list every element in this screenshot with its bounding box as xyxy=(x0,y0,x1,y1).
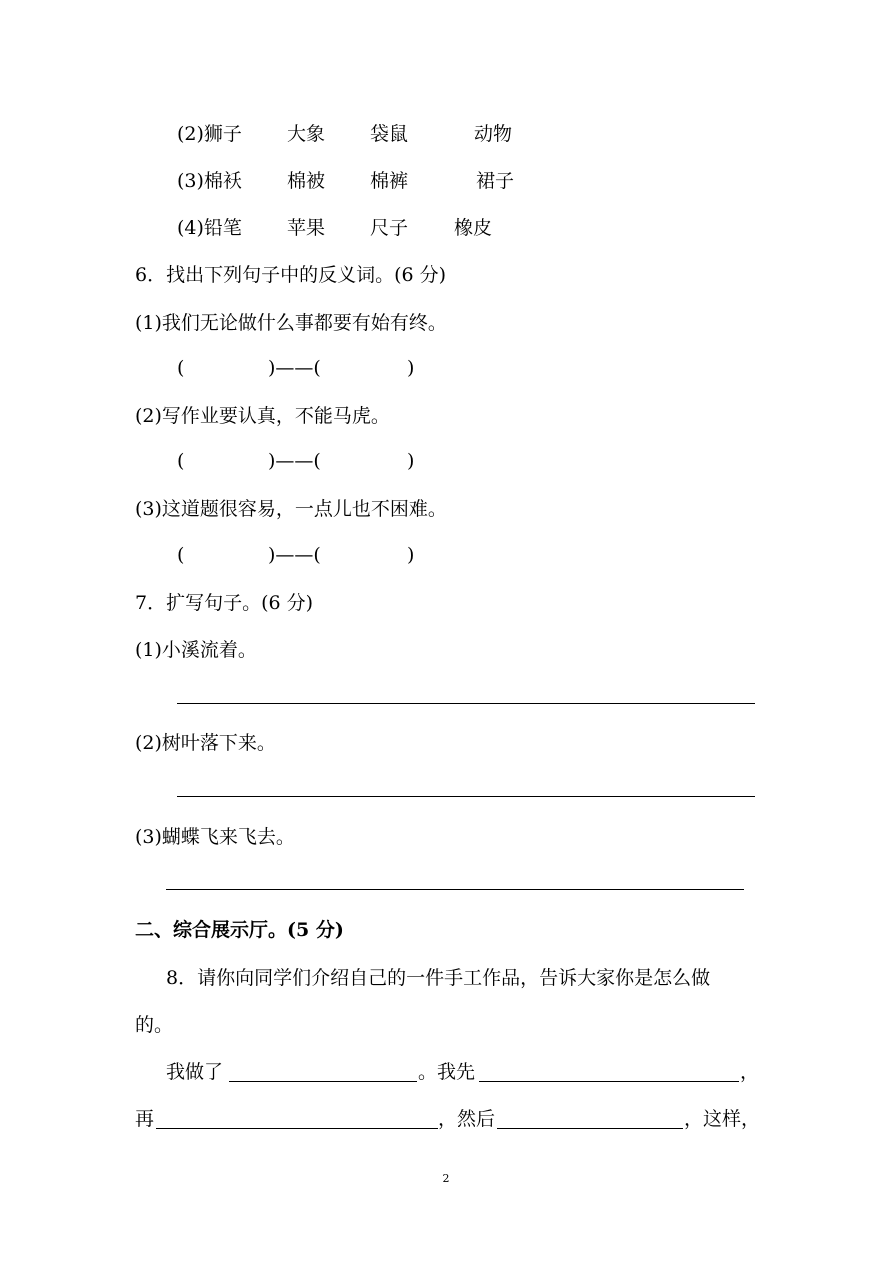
q8-prompt-line1: 8．请你向同学们介绍自己的一件手工作品，告诉大家你是怎么做 xyxy=(166,967,711,989)
q5-row4-word1: (4)铅笔 xyxy=(177,217,242,239)
q7-answer-line-1[interactable] xyxy=(177,703,755,704)
q5-row2-word4: 动物 xyxy=(474,123,513,145)
q6-blank1-dash: )——( xyxy=(268,357,321,379)
fill1-label-b: 。我先 xyxy=(418,1061,476,1083)
q6-blank1-open: ( xyxy=(177,357,185,379)
q7-title: 7．扩写句子。(6 分) xyxy=(135,592,314,614)
page-number: 2 xyxy=(442,1172,450,1185)
q7-answer-line-2[interactable] xyxy=(177,796,755,797)
q7-answer-line-3[interactable] xyxy=(166,889,744,890)
q7-item-3: (3)蝴蝶飞来飞去。 xyxy=(135,826,295,848)
q6-blank2-dash: )——( xyxy=(268,450,321,472)
q5-row4-word4: 橡皮 xyxy=(454,217,493,239)
q6-title: 6．找出下列句子中的反义词。(6 分) xyxy=(135,264,447,286)
q6-item-3: (3)这道题很容易，一点儿也不困难。 xyxy=(135,498,447,520)
q6-blank2-open: ( xyxy=(177,450,185,472)
section2-title: 二、综合展示厅。(5 分) xyxy=(135,919,344,941)
q5-row3-word4: 裙子 xyxy=(476,170,515,192)
q7-item-2: (2)树叶落下来。 xyxy=(135,732,276,754)
q6-blank3-close: ) xyxy=(407,544,415,566)
q5-row3-word3: 棉裤 xyxy=(370,170,409,192)
q6-blank3-open: ( xyxy=(177,544,185,566)
fill2-label-b: ，然后 xyxy=(438,1108,496,1130)
q5-row2-word2: 大象 xyxy=(287,123,326,145)
q6-blank3-dash: )——( xyxy=(268,544,321,566)
fill1-blank-2[interactable] xyxy=(479,1081,739,1082)
q6-blank1-close: ) xyxy=(407,357,415,379)
fill2-blank-2[interactable] xyxy=(497,1128,683,1129)
fill2-blank-1[interactable] xyxy=(156,1128,438,1129)
fill2-label-a: 再 xyxy=(135,1108,155,1130)
q6-item-2: (2)写作业要认真，不能马虎。 xyxy=(135,405,390,427)
q7-item-1: (1)小溪流着。 xyxy=(135,639,257,661)
q6-item-1: (1)我们无论做什么事都要有始有终。 xyxy=(135,312,447,334)
fill1-blank-1[interactable] xyxy=(229,1081,417,1082)
q6-blank2-close: ) xyxy=(407,450,415,472)
q5-row2-word3: 袋鼠 xyxy=(370,123,409,145)
fill1-label-c: ， xyxy=(740,1061,760,1083)
q5-row3-word2: 棉被 xyxy=(287,170,326,192)
q5-row4-word2: 苹果 xyxy=(287,217,326,239)
q5-row2-word1: (2)狮子 xyxy=(177,123,242,145)
q8-prompt-line2: 的。 xyxy=(135,1014,174,1036)
q5-row3-word1: (3)棉袄 xyxy=(177,170,242,192)
q5-row4-word3: 尺子 xyxy=(370,217,409,239)
fill1-label-a: 我做了 xyxy=(166,1061,224,1083)
fill2-label-c: ，这样， xyxy=(684,1108,761,1130)
